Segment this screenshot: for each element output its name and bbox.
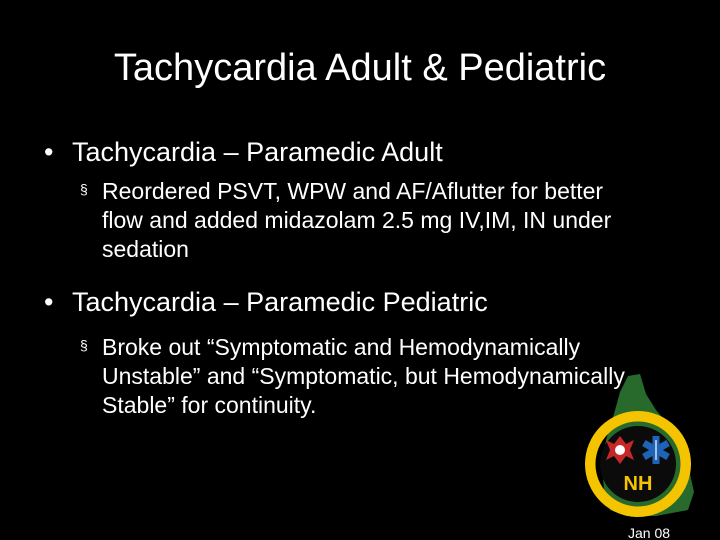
- bullet-adult: [44, 136, 443, 168]
- slide-footer-date: Jan 08: [628, 525, 671, 540]
- sub-bullet-pediatric-text: Broke out “Symptomatic and Hemodynamically Unstable” and “Symptomatic, but Hemodynamically Stable” for continuity.: [102, 334, 625, 418]
- nh-fire-ems-logo: [576, 370, 700, 520]
- bullet-mark: •: [44, 287, 54, 317]
- bullet-mark: •: [44, 137, 54, 167]
- bullet-adult-text: Tachycardia – Paramedic Adult: [72, 137, 443, 167]
- bullet-pediatric: [44, 286, 488, 318]
- sub-bullet-mark: §: [80, 337, 88, 353]
- bullet-pediatric-text: Tachycardia – Paramedic Pediatric: [72, 287, 488, 317]
- sub-bullet-adult-text: Reordered PSVT, WPW and AF/Aflutter for better flow and added midazolam 2.5 mg IV,IM, IN under sedation: [102, 178, 612, 262]
- logo-nh-label: NH: [623, 473, 653, 495]
- slide-title: Tachycardia Adult & Pediatric: [113, 47, 607, 89]
- sub-bullet-mark: §: [80, 181, 88, 197]
- sub-bullet-pediatric: [80, 333, 640, 420]
- sub-bullet-adult: [80, 177, 640, 264]
